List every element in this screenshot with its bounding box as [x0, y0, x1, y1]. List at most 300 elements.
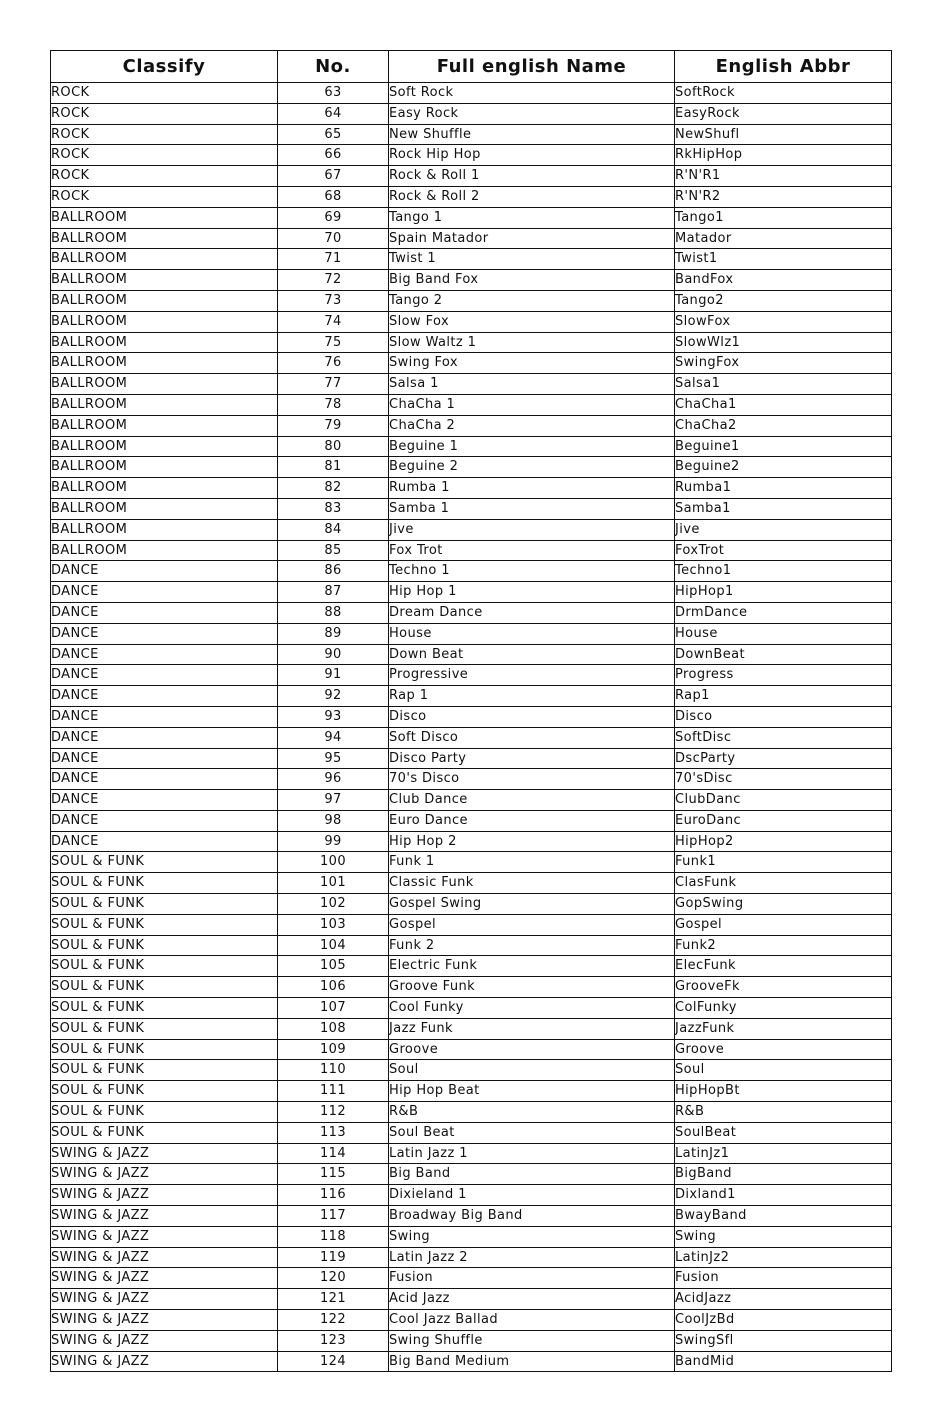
- abbreviation-cell: Rap1: [675, 686, 892, 707]
- number-cell: 67: [278, 166, 389, 187]
- full-name-cell: Classic Funk: [389, 873, 675, 894]
- abbreviation-cell: SlowFox: [675, 311, 892, 332]
- full-name-cell: Rock & Roll 1: [389, 166, 675, 187]
- abbreviation-cell: Disco: [675, 706, 892, 727]
- full-name-cell: New Shuffle: [389, 124, 675, 145]
- table-row: [51, 1206, 892, 1227]
- number-cell: 120: [278, 1268, 389, 1289]
- classify-cell: DANCE: [51, 644, 278, 665]
- full-name-cell: Big Band: [389, 1164, 675, 1185]
- full-name-cell: Salsa 1: [389, 374, 675, 395]
- classify-cell: SWING & JAZZ: [51, 1310, 278, 1331]
- abbreviation-cell: CoolJzBd: [675, 1310, 892, 1331]
- table-row: [51, 394, 892, 415]
- abbreviation-cell: R'N'R1: [675, 166, 892, 187]
- full-name-cell: Samba 1: [389, 498, 675, 519]
- classify-cell: BALLROOM: [51, 436, 278, 457]
- abbreviation-cell: EasyRock: [675, 103, 892, 124]
- number-cell: 83: [278, 498, 389, 519]
- number-cell: 107: [278, 998, 389, 1019]
- table-row: [51, 457, 892, 478]
- table-row: [51, 290, 892, 311]
- classify-cell: SOUL & FUNK: [51, 977, 278, 998]
- abbreviation-cell: ChaCha2: [675, 415, 892, 436]
- abbreviation-cell: R'N'R2: [675, 186, 892, 207]
- table-row: [51, 415, 892, 436]
- table-row: [51, 769, 892, 790]
- number-cell: 84: [278, 519, 389, 540]
- full-name-cell: Swing: [389, 1226, 675, 1247]
- abbreviation-cell: ColFunky: [675, 998, 892, 1019]
- classify-cell: DANCE: [51, 665, 278, 686]
- classify-cell: SWING & JAZZ: [51, 1226, 278, 1247]
- classify-cell: SOUL & FUNK: [51, 852, 278, 873]
- number-cell: 81: [278, 457, 389, 478]
- classify-cell: BALLROOM: [51, 540, 278, 561]
- header-full-name: Full english Name: [389, 51, 675, 83]
- full-name-cell: Dream Dance: [389, 602, 675, 623]
- abbreviation-cell: Salsa1: [675, 374, 892, 395]
- full-name-cell: Gospel Swing: [389, 894, 675, 915]
- number-cell: 103: [278, 914, 389, 935]
- table-row: [51, 186, 892, 207]
- full-name-cell: Broadway Big Band: [389, 1206, 675, 1227]
- number-cell: 63: [278, 83, 389, 104]
- abbreviation-cell: Samba1: [675, 498, 892, 519]
- table-row: [51, 1247, 892, 1268]
- number-cell: 97: [278, 790, 389, 811]
- number-cell: 113: [278, 1122, 389, 1143]
- classify-cell: SOUL & FUNK: [51, 998, 278, 1019]
- number-cell: 65: [278, 124, 389, 145]
- full-name-cell: Twist 1: [389, 249, 675, 270]
- classify-cell: BALLROOM: [51, 270, 278, 291]
- classify-cell: BALLROOM: [51, 498, 278, 519]
- number-cell: 69: [278, 207, 389, 228]
- table-row: [51, 311, 892, 332]
- full-name-cell: Latin Jazz 1: [389, 1143, 675, 1164]
- classify-cell: SWING & JAZZ: [51, 1289, 278, 1310]
- number-cell: 87: [278, 582, 389, 603]
- full-name-cell: ChaCha 1: [389, 394, 675, 415]
- abbreviation-cell: SoftRock: [675, 83, 892, 104]
- abbreviation-cell: GrooveFk: [675, 977, 892, 998]
- number-cell: 105: [278, 956, 389, 977]
- table-row: [51, 353, 892, 374]
- table-row: [51, 436, 892, 457]
- number-cell: 76: [278, 353, 389, 374]
- number-cell: 109: [278, 1039, 389, 1060]
- classify-cell: SWING & JAZZ: [51, 1143, 278, 1164]
- table-header: [51, 51, 892, 83]
- table-row: [51, 228, 892, 249]
- number-cell: 112: [278, 1102, 389, 1123]
- full-name-cell: Rap 1: [389, 686, 675, 707]
- classify-cell: BALLROOM: [51, 207, 278, 228]
- classify-cell: DANCE: [51, 602, 278, 623]
- abbreviation-cell: Fusion: [675, 1268, 892, 1289]
- abbreviation-cell: Rumba1: [675, 478, 892, 499]
- table-row: [51, 727, 892, 748]
- classify-cell: DANCE: [51, 686, 278, 707]
- table-row: [51, 935, 892, 956]
- abbreviation-cell: Groove: [675, 1039, 892, 1060]
- classify-cell: DANCE: [51, 706, 278, 727]
- table-row: [51, 623, 892, 644]
- header-abbreviation: English Abbr: [675, 51, 892, 83]
- classify-cell: BALLROOM: [51, 374, 278, 395]
- full-name-cell: Progressive: [389, 665, 675, 686]
- abbreviation-cell: SoulBeat: [675, 1122, 892, 1143]
- table-row: [51, 374, 892, 395]
- number-cell: 92: [278, 686, 389, 707]
- table-row: [51, 498, 892, 519]
- full-name-cell: Fox Trot: [389, 540, 675, 561]
- classify-cell: DANCE: [51, 582, 278, 603]
- number-cell: 72: [278, 270, 389, 291]
- abbreviation-cell: ElecFunk: [675, 956, 892, 977]
- number-cell: 104: [278, 935, 389, 956]
- abbreviation-cell: EuroDanc: [675, 810, 892, 831]
- full-name-cell: Soft Disco: [389, 727, 675, 748]
- abbreviation-cell: Techno1: [675, 561, 892, 582]
- full-name-cell: Jazz Funk: [389, 1018, 675, 1039]
- classify-cell: BALLROOM: [51, 332, 278, 353]
- number-cell: 68: [278, 186, 389, 207]
- abbreviation-cell: Funk1: [675, 852, 892, 873]
- abbreviation-cell: BigBand: [675, 1164, 892, 1185]
- table-row: [51, 519, 892, 540]
- number-cell: 106: [278, 977, 389, 998]
- full-name-cell: Down Beat: [389, 644, 675, 665]
- table-row: [51, 1226, 892, 1247]
- number-cell: 80: [278, 436, 389, 457]
- table-row: [51, 1164, 892, 1185]
- full-name-cell: Slow Fox: [389, 311, 675, 332]
- number-cell: 110: [278, 1060, 389, 1081]
- classify-cell: ROCK: [51, 103, 278, 124]
- full-name-cell: Funk 2: [389, 935, 675, 956]
- full-name-cell: Euro Dance: [389, 810, 675, 831]
- classify-cell: SOUL & FUNK: [51, 1102, 278, 1123]
- classify-cell: SWING & JAZZ: [51, 1206, 278, 1227]
- table-row: [51, 706, 892, 727]
- number-cell: 70: [278, 228, 389, 249]
- abbreviation-cell: BwayBand: [675, 1206, 892, 1227]
- table-row: [51, 1039, 892, 1060]
- table-row: [51, 665, 892, 686]
- number-cell: 82: [278, 478, 389, 499]
- table-row: [51, 1060, 892, 1081]
- number-cell: 101: [278, 873, 389, 894]
- number-cell: 108: [278, 1018, 389, 1039]
- table-row: [51, 1330, 892, 1351]
- number-cell: 115: [278, 1164, 389, 1185]
- abbreviation-cell: BandFox: [675, 270, 892, 291]
- number-cell: 117: [278, 1206, 389, 1227]
- number-cell: 86: [278, 561, 389, 582]
- classify-cell: ROCK: [51, 83, 278, 104]
- number-cell: 124: [278, 1351, 389, 1372]
- full-name-cell: ChaCha 2: [389, 415, 675, 436]
- abbreviation-cell: DscParty: [675, 748, 892, 769]
- number-cell: 78: [278, 394, 389, 415]
- classify-cell: SOUL & FUNK: [51, 935, 278, 956]
- abbreviation-cell: Funk2: [675, 935, 892, 956]
- abbreviation-cell: Beguine2: [675, 457, 892, 478]
- classify-cell: SOUL & FUNK: [51, 1122, 278, 1143]
- full-name-cell: Rock Hip Hop: [389, 145, 675, 166]
- classify-cell: BALLROOM: [51, 519, 278, 540]
- number-cell: 93: [278, 706, 389, 727]
- abbreviation-cell: Beguine1: [675, 436, 892, 457]
- table-row: [51, 561, 892, 582]
- number-cell: 71: [278, 249, 389, 270]
- classify-cell: SOUL & FUNK: [51, 894, 278, 915]
- number-cell: 111: [278, 1081, 389, 1102]
- full-name-cell: Easy Rock: [389, 103, 675, 124]
- number-cell: 118: [278, 1226, 389, 1247]
- table-row: [51, 810, 892, 831]
- table-row: [51, 1351, 892, 1372]
- abbreviation-cell: Dixland1: [675, 1185, 892, 1206]
- abbreviation-cell: SwingFox: [675, 353, 892, 374]
- full-name-cell: Techno 1: [389, 561, 675, 582]
- full-name-cell: Hip Hop Beat: [389, 1081, 675, 1102]
- table-row: [51, 83, 892, 104]
- full-name-cell: Gospel: [389, 914, 675, 935]
- table-row: [51, 956, 892, 977]
- number-cell: 102: [278, 894, 389, 915]
- classify-cell: DANCE: [51, 561, 278, 582]
- number-cell: 64: [278, 103, 389, 124]
- full-name-cell: Big Band Medium: [389, 1351, 675, 1372]
- full-name-cell: Swing Shuffle: [389, 1330, 675, 1351]
- full-name-cell: 70's Disco: [389, 769, 675, 790]
- number-cell: 96: [278, 769, 389, 790]
- abbreviation-cell: R&B: [675, 1102, 892, 1123]
- full-name-cell: Hip Hop 1: [389, 582, 675, 603]
- classify-cell: DANCE: [51, 831, 278, 852]
- header-number: No.: [278, 51, 389, 83]
- abbreviation-cell: HipHopBt: [675, 1081, 892, 1102]
- number-cell: 89: [278, 623, 389, 644]
- table-body: [51, 83, 892, 1372]
- number-cell: 99: [278, 831, 389, 852]
- full-name-cell: Club Dance: [389, 790, 675, 811]
- classify-cell: SWING & JAZZ: [51, 1330, 278, 1351]
- full-name-cell: Big Band Fox: [389, 270, 675, 291]
- table-row: [51, 166, 892, 187]
- table-row: [51, 831, 892, 852]
- table-row: [51, 1185, 892, 1206]
- classify-cell: ROCK: [51, 166, 278, 187]
- abbreviation-cell: NewShufl: [675, 124, 892, 145]
- classify-cell: DANCE: [51, 727, 278, 748]
- abbreviation-cell: HipHop2: [675, 831, 892, 852]
- abbreviation-cell: SoftDisc: [675, 727, 892, 748]
- abbreviation-cell: HipHop1: [675, 582, 892, 603]
- number-cell: 73: [278, 290, 389, 311]
- classify-cell: SOUL & FUNK: [51, 873, 278, 894]
- abbreviation-cell: DrmDance: [675, 602, 892, 623]
- full-name-cell: Rumba 1: [389, 478, 675, 499]
- table-row: [51, 207, 892, 228]
- table-row: [51, 852, 892, 873]
- abbreviation-cell: ClasFunk: [675, 873, 892, 894]
- table-row: [51, 602, 892, 623]
- table-row: [51, 977, 892, 998]
- classify-cell: SOUL & FUNK: [51, 956, 278, 977]
- number-cell: 100: [278, 852, 389, 873]
- table-row: [51, 145, 892, 166]
- full-name-cell: Jive: [389, 519, 675, 540]
- classify-cell: SWING & JAZZ: [51, 1268, 278, 1289]
- number-cell: 121: [278, 1289, 389, 1310]
- full-name-cell: Funk 1: [389, 852, 675, 873]
- number-cell: 98: [278, 810, 389, 831]
- table-row: [51, 270, 892, 291]
- full-name-cell: House: [389, 623, 675, 644]
- abbreviation-cell: Progress: [675, 665, 892, 686]
- table-row: [51, 914, 892, 935]
- full-name-cell: Groove: [389, 1039, 675, 1060]
- abbreviation-cell: Matador: [675, 228, 892, 249]
- classify-cell: SWING & JAZZ: [51, 1164, 278, 1185]
- full-name-cell: Swing Fox: [389, 353, 675, 374]
- table-row: [51, 478, 892, 499]
- rhythm-table: [50, 50, 892, 1372]
- classify-cell: SOUL & FUNK: [51, 1060, 278, 1081]
- abbreviation-cell: BandMid: [675, 1351, 892, 1372]
- number-cell: 95: [278, 748, 389, 769]
- abbreviation-cell: 70'sDisc: [675, 769, 892, 790]
- classify-cell: BALLROOM: [51, 311, 278, 332]
- header-row: [51, 51, 892, 83]
- full-name-cell: Hip Hop 2: [389, 831, 675, 852]
- full-name-cell: Soft Rock: [389, 83, 675, 104]
- abbreviation-cell: DownBeat: [675, 644, 892, 665]
- number-cell: 122: [278, 1310, 389, 1331]
- abbreviation-cell: SlowWlz1: [675, 332, 892, 353]
- table-row: [51, 686, 892, 707]
- full-name-cell: Rock & Roll 2: [389, 186, 675, 207]
- number-cell: 123: [278, 1330, 389, 1351]
- classify-cell: ROCK: [51, 145, 278, 166]
- abbreviation-cell: Soul: [675, 1060, 892, 1081]
- abbreviation-cell: House: [675, 623, 892, 644]
- table-row: [51, 1310, 892, 1331]
- abbreviation-cell: JazzFunk: [675, 1018, 892, 1039]
- full-name-cell: Fusion: [389, 1268, 675, 1289]
- table-row: [51, 1289, 892, 1310]
- classify-cell: DANCE: [51, 769, 278, 790]
- abbreviation-cell: ChaCha1: [675, 394, 892, 415]
- table-row: [51, 103, 892, 124]
- classify-cell: DANCE: [51, 810, 278, 831]
- number-cell: 85: [278, 540, 389, 561]
- classify-cell: BALLROOM: [51, 478, 278, 499]
- number-cell: 91: [278, 665, 389, 686]
- table-row: [51, 249, 892, 270]
- number-cell: 79: [278, 415, 389, 436]
- classify-cell: DANCE: [51, 748, 278, 769]
- full-name-cell: Disco: [389, 706, 675, 727]
- classify-cell: SOUL & FUNK: [51, 1039, 278, 1060]
- number-cell: 116: [278, 1185, 389, 1206]
- number-cell: 74: [278, 311, 389, 332]
- classify-cell: BALLROOM: [51, 394, 278, 415]
- abbreviation-cell: GopSwing: [675, 894, 892, 915]
- abbreviation-cell: LatinJz1: [675, 1143, 892, 1164]
- table-row: [51, 873, 892, 894]
- abbreviation-cell: AcidJazz: [675, 1289, 892, 1310]
- classify-cell: BALLROOM: [51, 457, 278, 478]
- number-cell: 77: [278, 374, 389, 395]
- full-name-cell: Soul: [389, 1060, 675, 1081]
- abbreviation-cell: RkHipHop: [675, 145, 892, 166]
- abbreviation-cell: FoxTrot: [675, 540, 892, 561]
- classify-cell: ROCK: [51, 186, 278, 207]
- full-name-cell: Latin Jazz 2: [389, 1247, 675, 1268]
- full-name-cell: Spain Matador: [389, 228, 675, 249]
- full-name-cell: Acid Jazz: [389, 1289, 675, 1310]
- classify-cell: SOUL & FUNK: [51, 1081, 278, 1102]
- table-row: [51, 1102, 892, 1123]
- full-name-cell: Beguine 2: [389, 457, 675, 478]
- full-name-cell: Cool Jazz Ballad: [389, 1310, 675, 1331]
- number-cell: 119: [278, 1247, 389, 1268]
- abbreviation-cell: Tango1: [675, 207, 892, 228]
- full-name-cell: Electric Funk: [389, 956, 675, 977]
- table-row: [51, 582, 892, 603]
- number-cell: 94: [278, 727, 389, 748]
- abbreviation-cell: Tango2: [675, 290, 892, 311]
- abbreviation-cell: Gospel: [675, 914, 892, 935]
- full-name-cell: Tango 2: [389, 290, 675, 311]
- full-name-cell: Tango 1: [389, 207, 675, 228]
- full-name-cell: Beguine 1: [389, 436, 675, 457]
- full-name-cell: Cool Funky: [389, 998, 675, 1019]
- abbreviation-cell: Jive: [675, 519, 892, 540]
- table-row: [51, 894, 892, 915]
- header-classify: Classify: [51, 51, 278, 83]
- number-cell: 75: [278, 332, 389, 353]
- classify-cell: SWING & JAZZ: [51, 1185, 278, 1206]
- classify-cell: SWING & JAZZ: [51, 1247, 278, 1268]
- classify-cell: SOUL & FUNK: [51, 1018, 278, 1039]
- number-cell: 88: [278, 602, 389, 623]
- abbreviation-cell: SwingSfl: [675, 1330, 892, 1351]
- classify-cell: DANCE: [51, 623, 278, 644]
- table-row: [51, 540, 892, 561]
- number-cell: 90: [278, 644, 389, 665]
- full-name-cell: Groove Funk: [389, 977, 675, 998]
- classify-cell: BALLROOM: [51, 228, 278, 249]
- full-name-cell: Dixieland 1: [389, 1185, 675, 1206]
- table-row: [51, 1081, 892, 1102]
- table-row: [51, 1018, 892, 1039]
- full-name-cell: Soul Beat: [389, 1122, 675, 1143]
- abbreviation-cell: LatinJz2: [675, 1247, 892, 1268]
- abbreviation-cell: Swing: [675, 1226, 892, 1247]
- full-name-cell: Disco Party: [389, 748, 675, 769]
- table-row: [51, 124, 892, 145]
- table-row: [51, 644, 892, 665]
- classify-cell: BALLROOM: [51, 353, 278, 374]
- number-cell: 114: [278, 1143, 389, 1164]
- classify-cell: DANCE: [51, 790, 278, 811]
